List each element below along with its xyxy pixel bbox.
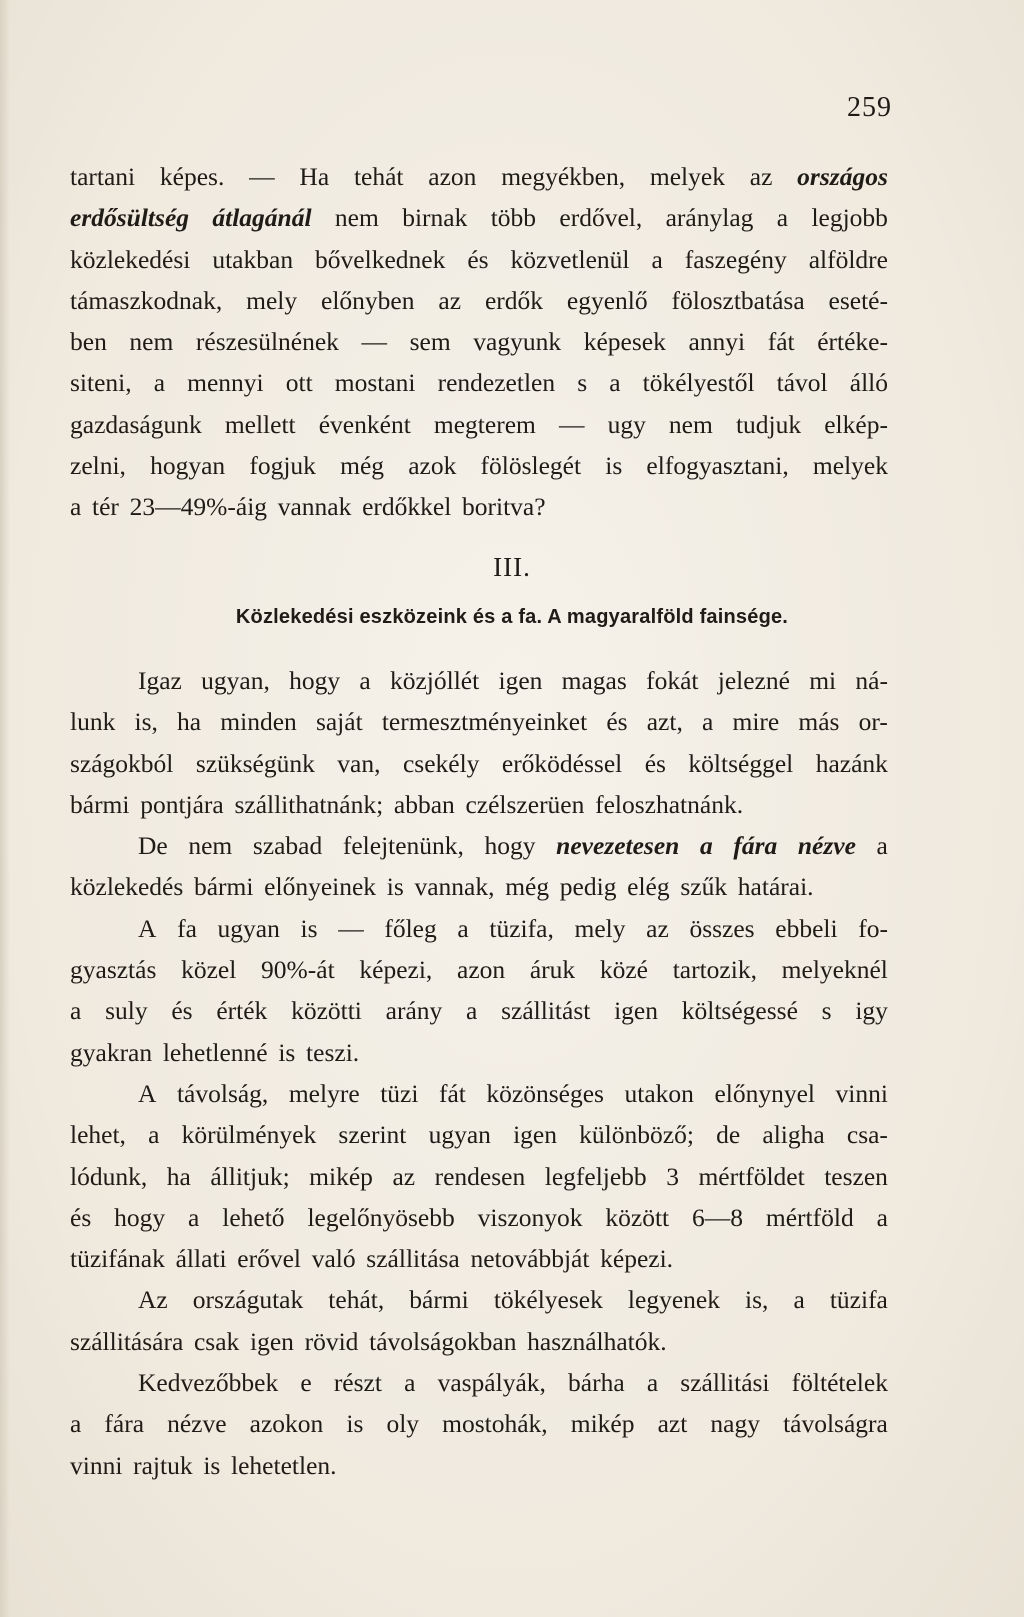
word: rendezetlen	[437, 368, 556, 398]
word: föltételek	[791, 1368, 888, 1398]
word: azt,	[646, 707, 683, 737]
word: képezi.	[600, 1244, 674, 1274]
word: a	[651, 244, 663, 274]
word: ha	[177, 707, 202, 737]
word: közönséges	[486, 1078, 604, 1108]
word: elfogyasztani,	[646, 451, 789, 481]
text-line	[70, 784, 888, 825]
text-line	[70, 990, 888, 1031]
word: képezi,	[359, 955, 433, 985]
word: mire	[732, 707, 780, 737]
word: ná-	[855, 666, 888, 695]
word: igen	[513, 1120, 557, 1150]
word: utakon	[624, 1078, 694, 1108]
word: tartani	[70, 162, 136, 191]
word: még	[505, 872, 550, 902]
text-line	[70, 1032, 888, 1073]
word: és	[70, 1202, 92, 1232]
word: állati	[175, 1244, 227, 1274]
word: összes	[689, 913, 755, 943]
word: rövid	[304, 1326, 359, 1356]
word: rajtuk	[133, 1450, 193, 1480]
word: csa-	[846, 1120, 888, 1150]
word: tartozik,	[672, 955, 757, 985]
word: mely	[246, 285, 298, 315]
word: utakban	[212, 244, 294, 274]
text-line	[70, 1114, 888, 1155]
word: szükségünk	[195, 748, 315, 778]
word: a	[609, 368, 621, 398]
word: fára	[104, 1409, 145, 1439]
word: fa	[177, 913, 197, 943]
text-line	[70, 701, 888, 742]
word: költséggel	[688, 748, 794, 778]
word: előnyben	[321, 285, 415, 315]
word: saját	[315, 707, 363, 737]
word: erdők	[484, 285, 543, 315]
word: netovábbját	[470, 1244, 590, 1274]
word: de	[716, 1120, 741, 1150]
word: nem	[188, 831, 233, 861]
word: lehetetlen.	[231, 1450, 337, 1480]
word: termesztményeinket	[381, 707, 588, 737]
word: Ha	[299, 162, 330, 191]
word: támaszkodnak,	[70, 285, 223, 315]
word: elég	[627, 872, 670, 902]
word: még	[340, 451, 385, 481]
word: szállitási	[680, 1368, 770, 1398]
word: melyek	[812, 451, 888, 481]
word: igy	[855, 996, 888, 1026]
word: vannak	[277, 492, 352, 522]
word: nevezetesen	[556, 831, 680, 861]
word: vagyunk	[473, 327, 562, 357]
text-line	[70, 1073, 888, 1114]
word: sem	[409, 327, 451, 357]
word: a	[404, 1368, 416, 1398]
word: szállitást	[501, 996, 591, 1026]
word: bármi	[409, 1285, 469, 1315]
word: azon	[428, 162, 477, 191]
word: tüzi	[380, 1078, 419, 1108]
text-line	[70, 743, 888, 784]
word: tüzifa,	[489, 913, 554, 943]
word: aligha	[762, 1120, 825, 1150]
word: szerint	[338, 1120, 407, 1150]
word: legfeljebb	[544, 1161, 647, 1191]
word: évenként	[318, 409, 411, 439]
word: előnynyel	[714, 1078, 815, 1108]
text-line	[70, 1156, 888, 1197]
word: és	[467, 244, 489, 274]
word: ott	[285, 368, 313, 398]
word: hogy	[484, 831, 536, 861]
word: szűk	[680, 872, 728, 902]
word: erőködéssel	[501, 748, 623, 778]
word: mely	[574, 913, 626, 943]
word: való	[311, 1244, 356, 1274]
word: 23—49%-áig	[129, 492, 268, 522]
word: suly	[105, 996, 148, 1026]
word: a	[699, 831, 713, 861]
word: erdőkkel	[362, 492, 452, 522]
word: vinni	[835, 1078, 888, 1108]
word: A	[138, 913, 157, 943]
word: 90%-át	[261, 955, 335, 985]
word: lunk	[70, 707, 116, 737]
word: mostani	[334, 368, 416, 398]
word: és	[171, 996, 193, 1026]
word: áruk	[529, 955, 576, 985]
word: nézve	[797, 831, 856, 861]
word: a	[148, 1120, 160, 1150]
word: tehát	[353, 162, 404, 191]
word: képes.	[159, 162, 225, 191]
word: több	[490, 203, 537, 233]
word: birnak	[402, 203, 468, 233]
word: főleg	[384, 913, 437, 943]
word: vinni	[70, 1450, 123, 1480]
text-line	[70, 660, 888, 701]
text-line	[70, 197, 888, 238]
word: fölöslegét	[480, 451, 582, 481]
word: csak	[193, 1326, 240, 1356]
word: erdővel,	[559, 203, 643, 233]
word: országos	[797, 162, 888, 191]
word: vaspályák,	[437, 1368, 546, 1398]
word: melyeknél	[781, 955, 888, 985]
word: viszonyok	[477, 1202, 583, 1232]
section-title: Közlekedési eszközeink és a fa. A magyaralföld fainsége.	[235, 606, 789, 628]
word: erdősültség	[70, 203, 190, 233]
word: közjóllét	[389, 666, 480, 695]
word: is	[278, 1037, 296, 1067]
word: képesek	[583, 327, 666, 357]
word: tehát,	[328, 1285, 385, 1315]
word: körülmények	[181, 1120, 317, 1150]
word: hogy	[289, 666, 341, 695]
word: gyasztás	[70, 955, 157, 985]
word: közvetlenül	[510, 244, 630, 274]
word: oly	[386, 1409, 420, 1439]
word: csekély	[402, 748, 480, 778]
word: 3	[666, 1161, 679, 1191]
word: —	[249, 162, 275, 191]
word: a	[646, 1368, 659, 1398]
word: s	[577, 368, 588, 398]
word: pontjára	[140, 789, 224, 819]
word: igen	[250, 1326, 294, 1356]
word: távol	[776, 368, 828, 398]
word: szállitása	[366, 1244, 460, 1274]
word: a	[702, 707, 714, 737]
word: a	[876, 831, 888, 861]
word: erővel	[237, 1244, 301, 1274]
word: 6—8	[692, 1202, 744, 1232]
word: ugyan,	[201, 666, 270, 695]
word: érték	[216, 996, 268, 1026]
page-edge-shadow	[0, 0, 10, 1617]
word: a	[457, 913, 469, 943]
word: aránylag	[665, 203, 754, 233]
word: melyek	[649, 162, 725, 191]
text-line	[70, 404, 888, 445]
word: lehet,	[70, 1120, 126, 1150]
word: mostohák,	[442, 1409, 548, 1439]
word: értéke-	[817, 327, 888, 357]
paragraph-block-2	[70, 660, 888, 1486]
word: boritva?	[462, 492, 546, 522]
word: bármi	[193, 872, 254, 902]
word: ben	[70, 327, 107, 357]
word: —	[361, 327, 388, 357]
word: állitjuk;	[210, 1161, 290, 1191]
word: mellett	[224, 409, 296, 439]
text-line	[70, 949, 888, 990]
word: van,	[337, 748, 381, 778]
word: részt	[333, 1368, 382, 1398]
text-line	[70, 1362, 888, 1403]
word: a	[70, 492, 82, 522]
word: is	[300, 913, 318, 943]
word: megyékben,	[501, 162, 626, 191]
word: eseté-	[828, 285, 888, 315]
word: siteni,	[70, 368, 132, 398]
text-line	[70, 321, 888, 362]
word: —	[558, 409, 585, 439]
word: mi	[809, 666, 837, 695]
text-line	[70, 908, 888, 949]
word: közötti	[291, 996, 362, 1026]
word: szállithatnánk;	[234, 789, 384, 819]
word: tudjuk	[735, 409, 802, 439]
section-number: III.	[493, 552, 531, 582]
word: a	[70, 996, 82, 1026]
page-number: 259	[847, 92, 892, 123]
word: ebbeli	[775, 913, 838, 943]
word: is	[605, 451, 623, 481]
word: az	[392, 1161, 416, 1191]
word: or-	[858, 707, 888, 737]
word: ugyan	[217, 913, 280, 943]
word: Kedvezőbbek	[138, 1368, 279, 1398]
word: vannak,	[414, 872, 495, 902]
word: elkép-	[824, 409, 888, 439]
word: távolságokban	[369, 1326, 517, 1356]
text-line	[70, 1403, 888, 1444]
word: ha	[166, 1161, 191, 1191]
word: ugyan	[428, 1120, 491, 1150]
word: nem	[668, 409, 713, 439]
word: hogyan	[150, 451, 226, 481]
word: fogjuk	[249, 451, 316, 481]
word: is,	[745, 1285, 769, 1315]
word: legyenek	[627, 1285, 720, 1315]
word: hazánk	[815, 748, 888, 778]
word: a	[876, 1202, 888, 1232]
word: igen	[614, 996, 658, 1026]
word: nem	[129, 327, 174, 357]
word: tüzifa	[829, 1285, 888, 1315]
word: átlagánál	[212, 203, 312, 233]
word: is,	[134, 707, 158, 737]
text-line	[70, 445, 888, 486]
word: a	[70, 1409, 82, 1439]
word: A	[138, 1078, 157, 1108]
word: álló	[849, 368, 888, 398]
word: gyakran	[70, 1037, 153, 1067]
word: minden	[220, 707, 297, 737]
word: mikép	[309, 1161, 373, 1191]
word: s	[821, 996, 832, 1026]
word: gazdaságunk	[70, 409, 202, 439]
word: is	[346, 1409, 364, 1439]
word: használhatók.	[527, 1326, 667, 1356]
text-line	[70, 1445, 888, 1486]
word: egyenlő	[566, 285, 648, 315]
word: az	[438, 285, 462, 315]
word: közlekedés	[70, 872, 184, 902]
word: arány	[385, 996, 443, 1026]
text-line	[70, 362, 888, 403]
word: mértföldet	[698, 1161, 805, 1191]
word: bármi	[70, 789, 130, 819]
word: rendesen	[434, 1161, 526, 1191]
word: czélszerüen	[465, 789, 585, 819]
word: között	[605, 1202, 670, 1232]
word: fo-	[858, 913, 888, 943]
word: közlekedési	[70, 244, 191, 274]
word: pedig	[559, 872, 617, 902]
word: lehetlenné	[162, 1037, 268, 1067]
text-line	[70, 239, 888, 280]
word: fölosztbatása	[671, 285, 805, 315]
text-line	[70, 1321, 888, 1362]
word: különböző;	[579, 1120, 694, 1150]
word: tökélyesek	[493, 1285, 603, 1315]
word: hogy	[114, 1202, 166, 1232]
word: lehető	[222, 1202, 285, 1232]
word: részesülnének	[195, 327, 339, 357]
word: lódunk,	[70, 1161, 148, 1191]
paragraph-block-1	[70, 156, 888, 528]
word: bárha	[568, 1368, 625, 1398]
word: igen	[498, 666, 543, 695]
word: alföldre	[808, 244, 888, 274]
text-line	[70, 866, 888, 907]
word: megterem	[433, 409, 536, 439]
word: és	[644, 748, 666, 778]
word: —	[338, 913, 364, 943]
word: bővelkednek	[315, 244, 446, 274]
word: felejtenünk,	[342, 831, 464, 861]
word: tökélyestől	[642, 368, 755, 398]
word: mennyi	[187, 368, 264, 398]
word: az	[749, 162, 773, 191]
word: mikép	[570, 1409, 635, 1439]
word: fát	[767, 327, 795, 357]
word: mértföld	[765, 1202, 854, 1232]
word: azokon	[249, 1409, 324, 1439]
word: fokát	[646, 666, 699, 695]
word: melyre	[288, 1078, 360, 1108]
word: a	[466, 996, 478, 1026]
word: országutak	[192, 1285, 304, 1315]
word: a	[776, 203, 789, 233]
word: tüzifának	[70, 1244, 165, 1274]
word: De	[138, 831, 168, 861]
word: magas	[561, 666, 627, 695]
word: közel	[181, 955, 237, 985]
word: annyi	[688, 327, 746, 357]
word: szágokból	[70, 748, 174, 778]
word: távolságra	[783, 1409, 888, 1439]
word: nem	[334, 203, 379, 233]
word: tér	[92, 492, 119, 522]
word: teszen	[824, 1161, 888, 1191]
word: költségessé	[681, 996, 798, 1026]
word: Az	[138, 1285, 168, 1315]
word: nézve	[167, 1409, 227, 1439]
word: a	[153, 368, 166, 398]
text-line	[70, 280, 888, 321]
word: zelni,	[70, 451, 126, 481]
text-line	[70, 1197, 888, 1238]
word: e	[300, 1368, 312, 1398]
word: legelőnyösebb	[307, 1202, 455, 1232]
text-line	[70, 1279, 888, 1320]
word: feloszhatnánk.	[595, 789, 744, 819]
word: azon	[457, 955, 506, 985]
text-line	[70, 1238, 888, 1279]
word: legjobb	[811, 203, 888, 233]
text-line	[70, 156, 888, 197]
word: nagy	[710, 1409, 760, 1439]
word: a	[793, 1285, 805, 1315]
word: ugy	[607, 409, 646, 439]
word: szabad	[252, 831, 323, 861]
word: teszi.	[306, 1037, 360, 1067]
word: és	[606, 707, 628, 737]
word: abban	[393, 789, 455, 819]
word: közé	[599, 955, 648, 985]
word: is	[386, 872, 404, 902]
word: jelezné	[717, 666, 790, 695]
word: azt	[657, 1409, 688, 1439]
word: határai.	[737, 872, 814, 902]
word: fára	[733, 831, 778, 861]
word: szállitására	[70, 1326, 184, 1356]
word: azok	[408, 451, 457, 481]
word: a	[188, 1202, 200, 1232]
word: Igaz	[138, 666, 182, 695]
word: távolság,	[176, 1078, 269, 1108]
word: az	[646, 913, 669, 943]
word: is	[203, 1450, 221, 1480]
word: előnyeinek	[264, 872, 377, 902]
word: más	[798, 707, 840, 737]
text-line	[70, 825, 888, 866]
word: a	[359, 666, 371, 695]
text-line	[70, 486, 888, 527]
word: faszegény	[684, 244, 787, 274]
word: fát	[438, 1078, 466, 1108]
